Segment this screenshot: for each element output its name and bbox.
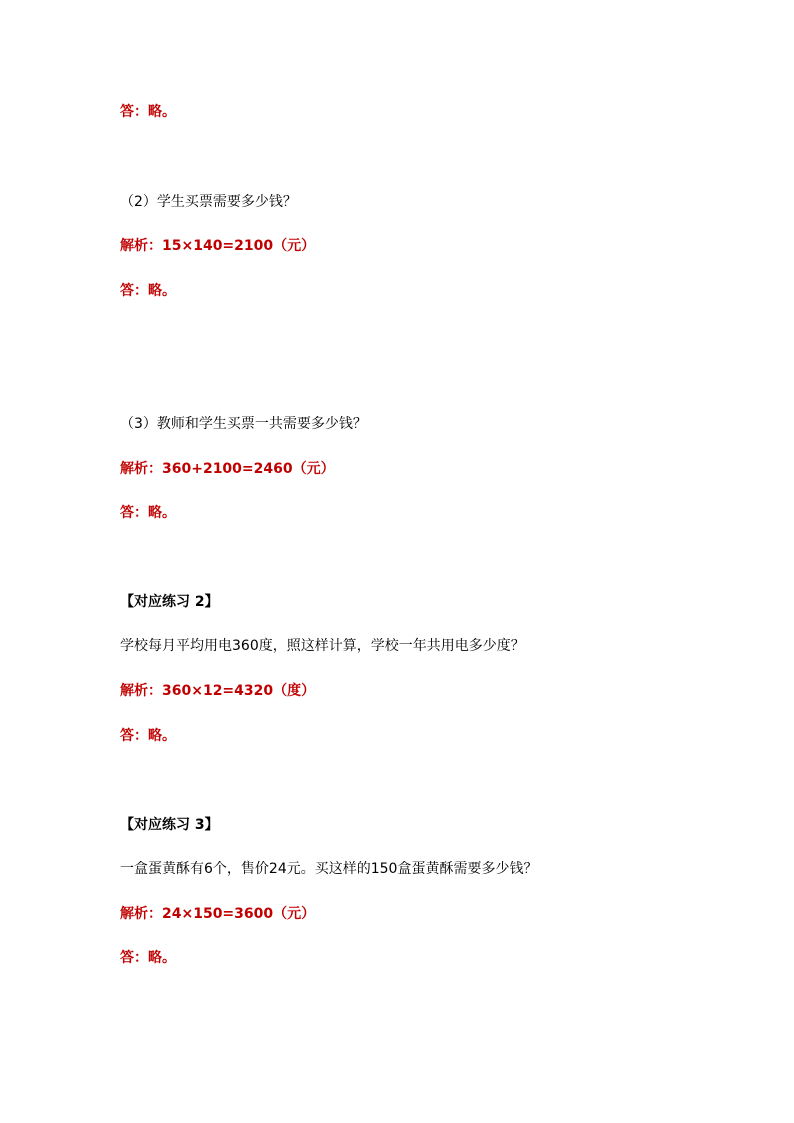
answer-line: 答：略。	[120, 728, 176, 744]
analysis-line: 解析：360+2100=2460（元）	[120, 461, 335, 477]
answer-line: 答：略。	[120, 950, 176, 966]
exercise-heading: 【对应练习 2】	[120, 594, 219, 610]
analysis-line: 解析：15×140=2100（元）	[120, 238, 316, 254]
answer-line: 答：略。	[120, 505, 176, 521]
analysis-line: 解析：360×12=4320（度）	[120, 683, 316, 699]
question-line: 一盒蛋黄酥有6个，售价24元。买这样的150盒蛋黄酥需要多少钱？	[120, 861, 538, 877]
question-line: （3）教师和学生买票一共需要多少钱？	[120, 416, 367, 432]
exercise-heading: 【对应练习 3】	[120, 817, 219, 833]
question-line: （2）学生买票需要多少钱？	[120, 194, 297, 210]
answer-line: 答：略。	[120, 283, 176, 299]
analysis-line: 解析：24×150=3600（元）	[120, 906, 316, 922]
answer-line: 答：略。	[120, 104, 176, 120]
question-line: 学校每月平均用电360度，照这样计算，学校一年共用电多少度？	[120, 638, 525, 654]
